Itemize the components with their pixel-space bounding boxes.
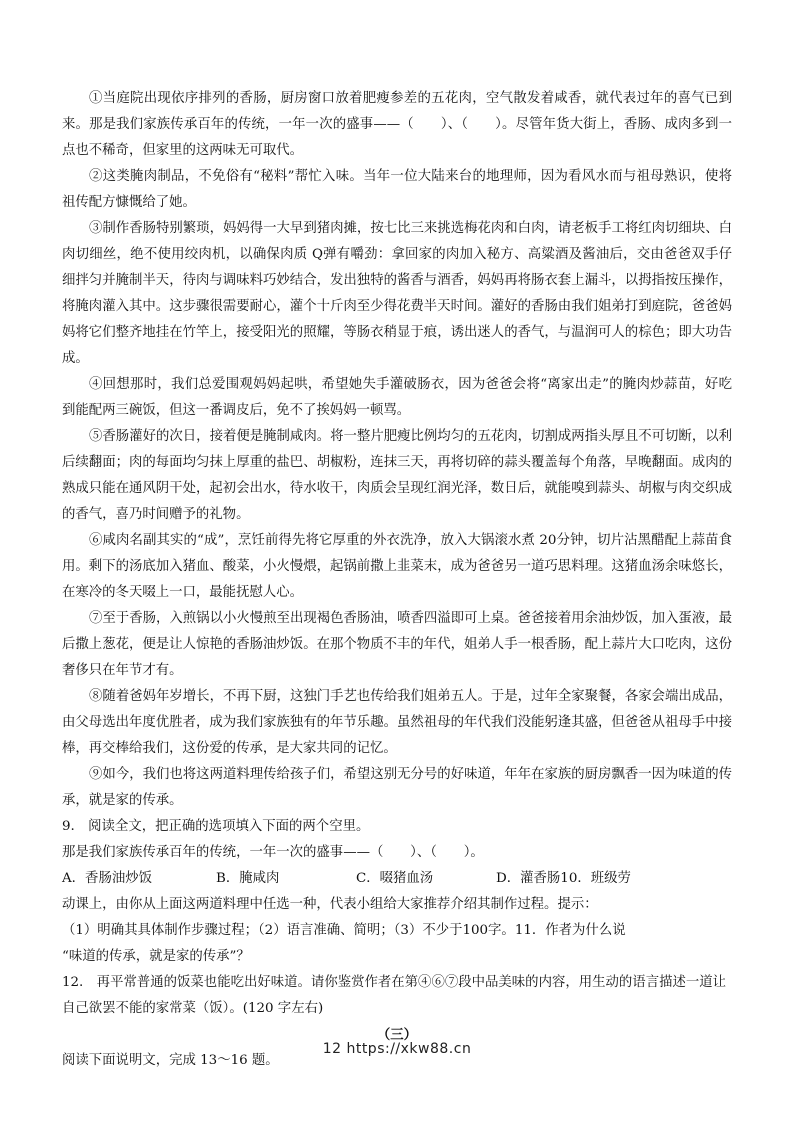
option-b: B．腌咸肉 (216, 871, 280, 886)
question-12: 12. 再平常普通的饭菜也能吃出好味道。请你鉴赏作者在第④⑥⑦段中品美味的内容，用生动的语言描述一道让自己欲罢不能的家常菜（饭）。(120 字左右) (62, 975, 727, 1016)
page-footer: 12 https://xkw88.cn (322, 1041, 472, 1057)
question-9-options (62, 866, 732, 892)
paragraph-9: ⑨如今，我们也将这两道料理传给孩子们，希望这别无分号的好味道，年年在家族的厨房飘香一因为味道的传承，就是家的传承。 (62, 767, 732, 808)
section-3-instruction: 阅读下面说明文，完成 13～16 题。 (62, 1053, 279, 1068)
paragraph-7: ⑦至于香肠，入煎锅以小火慢煎至出现褐色香肠油，喷香四溢即可上桌。爸爸接着用余油炒饭，加入蛋液，最后撒上葱花，便是让人惊艳的香肠油炒饭。在那个物质不丰的年代，姐弟人手一根香肠，配上蒜片大口吃肉，这份奢侈只在年节才有。 (62, 611, 732, 678)
section-3-heading: （三） (376, 1027, 418, 1043)
paragraph-8: ⑧随着爸妈年岁增长，不再下厨，这独门手艺也传给我们姐弟五人。于是，过年全家聚餐，各家会端出成品，由父母选出年度优胜者，成为我们家族独有的年节乐趣。虽然祖母的年代我们没能躬逢其盛，但爸爸从祖母手中接棒，再交棒给我们，这份爱的传承，是大家共同的记忆。 (62, 689, 732, 756)
question-10-line-1: 动课上，由你从上面这两道料理中任选一种，代表小组给大家推荐介绍其制作过程。提示： (62, 897, 598, 912)
paragraph-2: ②这类腌肉制品，不免俗有“秘料”帮忙入味。当年一位大陆来台的地理师，因为看风水而与祖母熟识，使将祖传配方慷慨给了她。 (62, 169, 732, 210)
paragraph-1: ①当庭院出现依序排列的香肠，厨房窗口放着肥瘦参差的五花肉，空气散发着咸香，就代表过年的喜气已到来。那是我们家族传承百年的传统，一年一次的盛事——（ ）、（ ）。尽管年货大街上，香肠、成肉多到一点也不稀奇，但家里的这两味无可取代。 (62, 91, 732, 158)
question-10-line-2: （1）明确其具体制作步骤过程；（2）语言准确、简明；（3）不少于100字。11．作者为什么说 (62, 923, 626, 938)
question-11-line: “味道的传承，就是家的传承”？ (62, 949, 250, 964)
paragraph-5: ⑤香肠灌好的次日，接着便是腌制咸肉。将一整片肥瘦比例均匀的五花肉，切割成两指头厚且不可切断，以利后续翻面；肉的每面均匀抹上厚重的盐巴、胡椒粉，连抹三天，再将切碎的蒜头覆盖每个角落，早晚翻面。成肉的熟成只能在通风阴干处，起初会出水，待水收干，肉质会呈现红润光泽，数日后，就能嗅到蒜头、胡椒与肉交织成的香气，喜乃时间赠予的礼物。 (62, 429, 732, 522)
paragraph-3: ③制作香肠特别繁琐，妈妈得一大早到猪肉摊，按七比三来挑选梅花肉和白肉，请老板手工将红肉切细块、白肉切细丝，绝不使用绞肉机，以确保肉质 Q弹有嚼劲：拿回家的肉加入秘方、高粱酒及酱油后，交由爸爸双手仔细拌匀并腌制半天，待肉与调味料巧妙结合，发出独特的酱香与酒香，妈妈再将肠衣套上漏斗，以拇指按压操作，将腌肉灌入其中。这步骤很需要耐心，灌个十斤肉至少得花费半天时间。灌好的香肠由我们姐弟打到庭院，爸爸妈妈将它们整齐地挂在竹竿上，接受阳光的照耀，等肠衣稍显于痕，诱出迷人的香气，与温润可人的棕色；即大功告成。 (62, 221, 732, 366)
option-c: C．啜猪血汤 (356, 871, 434, 886)
option-a: A．香肠油炒饭 (62, 871, 153, 886)
document-body (62, 86, 732, 1074)
paragraph-4: ④回想那时，我们总爱围观妈妈起哄，希望她失手灌破肠衣，因为爸爸会将“离家出走”的腌肉炒蒜苗，好吃到能配两三碗饭，但这一番调皮后，免不了挨妈妈一顿骂。 (62, 377, 732, 418)
question-9-stem: 9. 阅读全文，把正确的选项填入下面的两个空里。 (62, 819, 370, 834)
option-d: D．灌香肠10．班级劳 (496, 871, 631, 886)
paragraph-6: ⑥咸肉名副其实的“成”，烹饪前得先将它厚重的外衣洗净，放入大锅滚水煮 20分钟，切片沾黑醋配上蒜苗食用。剩下的汤底加入猪血、酸菜，小火慢煨，起锅前撒上韭菜末，成为爸爸另一道巧思料理。这猪血汤余味悠长，在寒冷的冬天啜上一口，最能抚慰人心。 (62, 533, 732, 600)
question-9-sentence: 那是我们家族传承百年的传统，一年一次的盛事——（ ）、（ ）。 (62, 845, 484, 860)
